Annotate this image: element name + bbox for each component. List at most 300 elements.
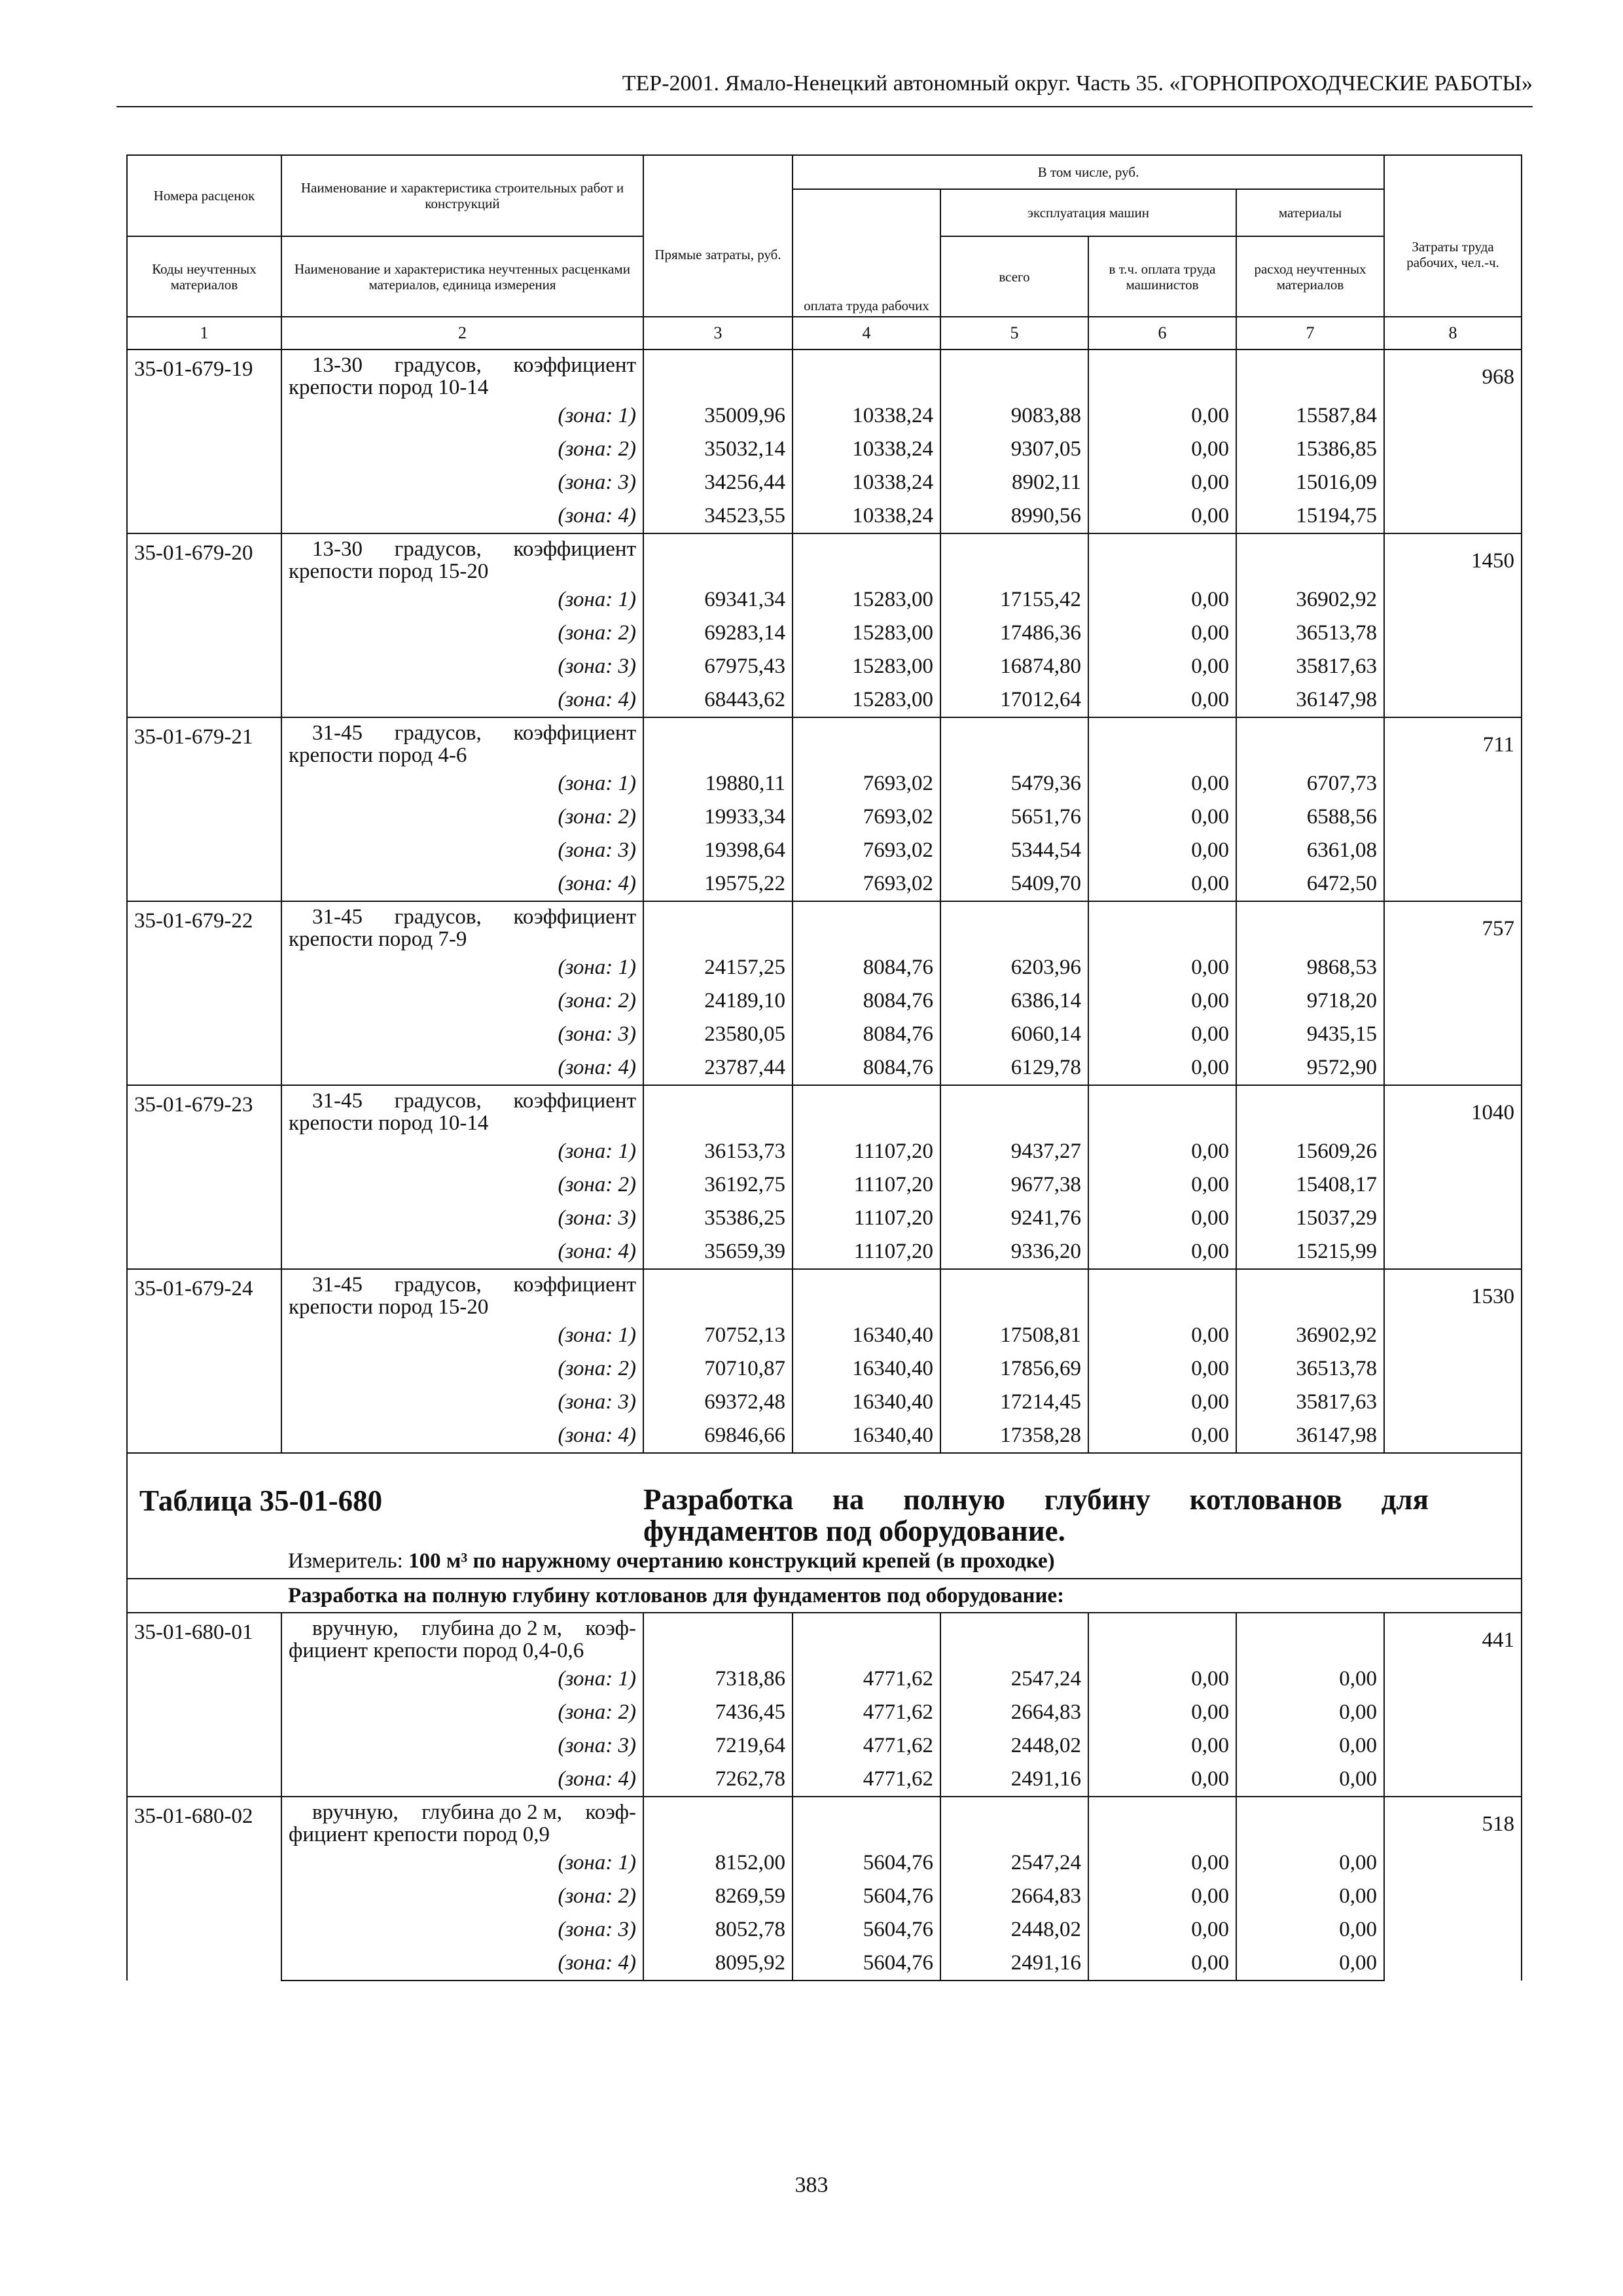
empty-cell bbox=[643, 1797, 793, 1846]
machines-cost: 6060,14 bbox=[940, 1018, 1088, 1051]
direct-cost: 69283,14 bbox=[643, 617, 793, 650]
zone-row bbox=[127, 951, 1522, 984]
col-number-2: 2 bbox=[281, 317, 643, 350]
machinists-cost: 0,00 bbox=[1088, 1352, 1236, 1386]
direct-cost: 35032,14 bbox=[643, 433, 793, 466]
materials-cost: 36147,98 bbox=[1236, 1419, 1384, 1453]
zone-row bbox=[127, 499, 1522, 533]
zone-row bbox=[127, 399, 1522, 433]
rate-row-35-01-679-21 bbox=[127, 717, 1522, 767]
rate-row-35-01-679-24 bbox=[127, 1269, 1522, 1319]
wage-cost: 8084,76 bbox=[793, 1018, 940, 1051]
empty-cell bbox=[643, 533, 793, 583]
machinists-cost: 0,00 bbox=[1088, 683, 1236, 717]
wage-cost: 5604,76 bbox=[793, 1880, 940, 1913]
rate-row-35-01-679-23 bbox=[127, 1085, 1522, 1135]
rate-description bbox=[281, 1613, 643, 1662]
desc-part-a: 31-45 bbox=[312, 1273, 363, 1297]
direct-cost: 34256,44 bbox=[643, 466, 793, 499]
empty-cell bbox=[1088, 1269, 1236, 1319]
zone-label: (зона: 2) bbox=[281, 617, 643, 650]
direct-cost: 68443,62 bbox=[643, 683, 793, 717]
zone-row bbox=[127, 1168, 1522, 1202]
machines-cost: 17856,69 bbox=[940, 1352, 1088, 1386]
desc-line-2: фициент крепости пород 0,9 bbox=[289, 1823, 550, 1846]
table-680-number: Таблица 35-01-680 bbox=[139, 1484, 383, 1517]
empty-cell bbox=[1088, 1613, 1236, 1662]
materials-cost: 15215,99 bbox=[1236, 1235, 1384, 1269]
zone-row bbox=[127, 1202, 1522, 1235]
machines-cost: 9307,05 bbox=[940, 433, 1088, 466]
wage-cost: 16340,40 bbox=[793, 1419, 940, 1453]
direct-cost: 24157,25 bbox=[643, 951, 793, 984]
rate-row-35-01-679-19 bbox=[127, 350, 1522, 399]
col-number-1: 1 bbox=[127, 317, 281, 350]
desc-part-a: вручную, bbox=[312, 1801, 399, 1824]
zone-row bbox=[127, 767, 1522, 800]
col-machines-total-header: всего bbox=[940, 236, 1088, 317]
machinists-cost: 0,00 bbox=[1088, 767, 1236, 800]
machines-cost: 5409,70 bbox=[940, 867, 1088, 901]
materials-cost: 0,00 bbox=[1236, 1913, 1384, 1946]
col-machinists-header: в т.ч. оплата труда машинистов bbox=[1088, 236, 1236, 317]
zone-row bbox=[127, 1729, 1522, 1763]
direct-cost: 8095,92 bbox=[643, 1946, 793, 1981]
direct-cost: 69341,34 bbox=[643, 583, 793, 617]
empty-cell bbox=[793, 1269, 940, 1319]
labor-cost: 1530 bbox=[1384, 1269, 1522, 1453]
empty-cell bbox=[1236, 1085, 1384, 1135]
direct-cost: 35386,25 bbox=[643, 1202, 793, 1235]
zone-label: (зона: 3) bbox=[281, 650, 643, 683]
empty-cell bbox=[1236, 901, 1384, 951]
desc-part-b: глубина до 2 м, bbox=[421, 1801, 563, 1824]
empty-cell bbox=[1088, 533, 1236, 583]
desc-part-c: коэффициент bbox=[513, 905, 636, 929]
empty-cell bbox=[793, 1797, 940, 1846]
col-number-3: 3 bbox=[643, 317, 793, 350]
wage-cost: 15283,00 bbox=[793, 650, 940, 683]
machinists-cost: 0,00 bbox=[1088, 1051, 1236, 1085]
direct-cost: 67975,43 bbox=[643, 650, 793, 683]
wage-cost: 7693,02 bbox=[793, 834, 940, 867]
machinists-cost: 0,00 bbox=[1088, 433, 1236, 466]
desc-part-a: 13-30 bbox=[312, 537, 363, 561]
materials-cost: 15386,85 bbox=[1236, 433, 1384, 466]
zone-row bbox=[127, 1419, 1522, 1453]
materials-cost: 0,00 bbox=[1236, 1662, 1384, 1696]
empty-cell bbox=[1088, 717, 1236, 767]
desc-line-2: крепости пород 10-14 bbox=[289, 1111, 489, 1135]
zone-label: (зона: 3) bbox=[281, 1202, 643, 1235]
direct-cost: 19933,34 bbox=[643, 800, 793, 834]
empty-cell bbox=[643, 1269, 793, 1319]
col-number-5: 5 bbox=[940, 317, 1088, 350]
materials-cost: 36513,78 bbox=[1236, 1352, 1384, 1386]
zone-label: (зона: 4) bbox=[281, 1051, 643, 1085]
empty-cell bbox=[1088, 901, 1236, 951]
zone-label: (зона: 3) bbox=[281, 466, 643, 499]
rate-description bbox=[281, 350, 643, 399]
rate-code: 35-01-679-22 bbox=[127, 901, 281, 1085]
empty-cell bbox=[1236, 1269, 1384, 1319]
direct-cost: 23787,44 bbox=[643, 1051, 793, 1085]
wage-cost: 8084,76 bbox=[793, 951, 940, 984]
materials-cost: 36147,98 bbox=[1236, 683, 1384, 717]
col-name-sub-header: Наименование и характеристика неучтенных расценками материалов, единица измерения bbox=[281, 236, 643, 317]
empty-cell bbox=[940, 717, 1088, 767]
direct-cost: 24189,10 bbox=[643, 984, 793, 1018]
rate-description bbox=[281, 717, 643, 767]
desc-line-2: крепости пород 15-20 bbox=[289, 1295, 489, 1319]
zone-row bbox=[127, 1235, 1522, 1269]
empty-cell bbox=[1088, 350, 1236, 399]
machines-cost: 8902,11 bbox=[940, 466, 1088, 499]
machines-cost: 5651,76 bbox=[940, 800, 1088, 834]
desc-line-2: фициент крепости пород 0,4-0,6 bbox=[289, 1639, 584, 1662]
machinists-cost: 0,00 bbox=[1088, 466, 1236, 499]
materials-cost: 0,00 bbox=[1236, 1880, 1384, 1913]
zone-label: (зона: 1) bbox=[281, 951, 643, 984]
col-number-8: 8 bbox=[1384, 317, 1522, 350]
empty-cell bbox=[940, 1613, 1088, 1662]
rates-body-680 bbox=[127, 1613, 1522, 1981]
wage-cost: 4771,62 bbox=[793, 1729, 940, 1763]
machinists-cost: 0,00 bbox=[1088, 499, 1236, 533]
zone-row bbox=[127, 683, 1522, 717]
materials-cost: 15587,84 bbox=[1236, 399, 1384, 433]
machinists-cost: 0,00 bbox=[1088, 1235, 1236, 1269]
machinists-cost: 0,00 bbox=[1088, 650, 1236, 683]
empty-cell bbox=[1236, 1797, 1384, 1846]
col-number-4: 4 bbox=[793, 317, 940, 350]
rate-code: 35-01-679-21 bbox=[127, 717, 281, 901]
rate-code: 35-01-679-20 bbox=[127, 533, 281, 717]
direct-cost: 8052,78 bbox=[643, 1913, 793, 1946]
materials-cost: 35817,63 bbox=[1236, 650, 1384, 683]
col-direct-header: Прямые затраты, руб. bbox=[643, 155, 793, 317]
machines-cost: 2547,24 bbox=[940, 1662, 1088, 1696]
zone-label: (зона: 1) bbox=[281, 1319, 643, 1352]
empty-cell bbox=[1236, 350, 1384, 399]
zone-label: (зона: 1) bbox=[281, 583, 643, 617]
machines-cost: 16874,80 bbox=[940, 650, 1088, 683]
empty-cell bbox=[793, 717, 940, 767]
col-codes-header: Номера расценок bbox=[127, 155, 281, 236]
zone-label: (зона: 3) bbox=[281, 834, 643, 867]
zone-row bbox=[127, 433, 1522, 466]
wage-cost: 15283,00 bbox=[793, 683, 940, 717]
desc-part-b: градусов, bbox=[394, 537, 482, 561]
table-680-heading bbox=[127, 1453, 1522, 1579]
desc-part-b: градусов, bbox=[394, 1273, 482, 1297]
empty-cell bbox=[1088, 1797, 1236, 1846]
machinists-cost: 0,00 bbox=[1088, 1319, 1236, 1352]
zone-row bbox=[127, 1696, 1522, 1729]
machines-cost: 9241,76 bbox=[940, 1202, 1088, 1235]
col-number-6: 6 bbox=[1088, 317, 1236, 350]
rate-code: 35-01-679-19 bbox=[127, 350, 281, 533]
wage-cost: 8084,76 bbox=[793, 1051, 940, 1085]
unit-label: Измеритель: bbox=[288, 1549, 403, 1573]
zone-label: (зона: 2) bbox=[281, 433, 643, 466]
machines-cost: 17508,81 bbox=[940, 1319, 1088, 1352]
zone-row bbox=[127, 1018, 1522, 1051]
zone-label: (зона: 2) bbox=[281, 800, 643, 834]
machines-cost: 6203,96 bbox=[940, 951, 1088, 984]
machines-cost: 17012,64 bbox=[940, 683, 1088, 717]
wage-cost: 7693,02 bbox=[793, 767, 940, 800]
labor-cost: 757 bbox=[1384, 901, 1522, 1085]
machines-cost: 9437,27 bbox=[940, 1135, 1088, 1168]
direct-cost: 69846,66 bbox=[643, 1419, 793, 1453]
col-machines-header: эксплуатация машин bbox=[940, 189, 1236, 236]
materials-cost: 6707,73 bbox=[1236, 767, 1384, 800]
zone-row bbox=[127, 1386, 1522, 1419]
col-number-7: 7 bbox=[1236, 317, 1384, 350]
rate-description bbox=[281, 1797, 643, 1846]
wage-cost: 11107,20 bbox=[793, 1168, 940, 1202]
machinists-cost: 0,00 bbox=[1088, 399, 1236, 433]
empty-cell bbox=[940, 901, 1088, 951]
zone-row bbox=[127, 1763, 1522, 1797]
zone-label: (зона: 4) bbox=[281, 867, 643, 901]
wage-cost: 10338,24 bbox=[793, 399, 940, 433]
machines-cost: 2547,24 bbox=[940, 1846, 1088, 1880]
desc-part-b: градусов, bbox=[394, 721, 482, 745]
zone-label: (зона: 3) bbox=[281, 1913, 643, 1946]
wage-cost: 7693,02 bbox=[793, 800, 940, 834]
desc-part-c: коэффициент bbox=[513, 537, 636, 561]
col-wage-header: оплата труда рабочих bbox=[793, 295, 940, 317]
zone-label: (зона: 1) bbox=[281, 1662, 643, 1696]
desc-line-2: крепости пород 10-14 bbox=[289, 376, 489, 399]
machinists-cost: 0,00 bbox=[1088, 583, 1236, 617]
zone-row bbox=[127, 650, 1522, 683]
materials-cost: 15194,75 bbox=[1236, 499, 1384, 533]
direct-cost: 23580,05 bbox=[643, 1018, 793, 1051]
machinists-cost: 0,00 bbox=[1088, 1419, 1236, 1453]
zone-label: (зона: 4) bbox=[281, 1946, 643, 1981]
wage-cost: 4771,62 bbox=[793, 1763, 940, 1797]
machines-cost: 9677,38 bbox=[940, 1168, 1088, 1202]
zone-row bbox=[127, 1352, 1522, 1386]
machines-cost: 9336,20 bbox=[940, 1235, 1088, 1269]
direct-cost: 35659,39 bbox=[643, 1235, 793, 1269]
empty-cell bbox=[643, 901, 793, 951]
empty-cell bbox=[643, 717, 793, 767]
empty-cell bbox=[940, 1269, 1088, 1319]
wage-cost: 16340,40 bbox=[793, 1386, 940, 1419]
direct-cost: 69372,48 bbox=[643, 1386, 793, 1419]
labor-cost: 1450 bbox=[1384, 533, 1522, 717]
desc-part-a: вручную, bbox=[312, 1617, 399, 1640]
machinists-cost: 0,00 bbox=[1088, 867, 1236, 901]
zone-label: (зона: 3) bbox=[281, 1386, 643, 1419]
zone-row bbox=[127, 1946, 1522, 1981]
wage-cost: 4771,62 bbox=[793, 1696, 940, 1729]
direct-cost: 8152,00 bbox=[643, 1846, 793, 1880]
rate-row-35-01-679-20 bbox=[127, 533, 1522, 583]
col-labor-header: Затраты труда рабочих, чел.-ч. bbox=[1384, 155, 1522, 317]
desc-part-b: градусов, bbox=[394, 905, 482, 929]
materials-cost: 35817,63 bbox=[1236, 1386, 1384, 1419]
machinists-cost: 0,00 bbox=[1088, 800, 1236, 834]
zone-row bbox=[127, 800, 1522, 834]
wage-cost: 15283,00 bbox=[793, 583, 940, 617]
wage-cost: 10338,24 bbox=[793, 433, 940, 466]
machines-cost: 17486,36 bbox=[940, 617, 1088, 650]
rate-code: 35-01-679-23 bbox=[127, 1085, 281, 1269]
machinists-cost: 0,00 bbox=[1088, 1386, 1236, 1419]
machines-cost: 2491,16 bbox=[940, 1946, 1088, 1981]
zone-label: (зона: 4) bbox=[281, 683, 643, 717]
desc-part-b: градусов, bbox=[394, 1089, 482, 1113]
empty-cell bbox=[1088, 1085, 1236, 1135]
zone-row bbox=[127, 984, 1522, 1018]
zone-row bbox=[127, 617, 1522, 650]
table-680-title: Разработка на полную глубину котлованов для фундаментов под оборудование. bbox=[643, 1483, 1429, 1547]
zone-row bbox=[127, 466, 1522, 499]
empty-cell bbox=[940, 350, 1088, 399]
rate-description bbox=[281, 1085, 643, 1135]
zone-row bbox=[127, 1662, 1522, 1696]
machinists-cost: 0,00 bbox=[1088, 834, 1236, 867]
wage-cost: 10338,24 bbox=[793, 499, 940, 533]
direct-cost: 36153,73 bbox=[643, 1135, 793, 1168]
direct-cost: 35009,96 bbox=[643, 399, 793, 433]
direct-cost: 7318,86 bbox=[643, 1662, 793, 1696]
zone-label: (зона: 1) bbox=[281, 1135, 643, 1168]
table-680-section: Разработка на полную глубину котлованов для фундаментов под оборудование: bbox=[127, 1579, 1522, 1613]
desc-part-b: глубина до 2 м, bbox=[421, 1617, 563, 1640]
materials-cost: 36902,92 bbox=[1236, 583, 1384, 617]
machinists-cost: 0,00 bbox=[1088, 617, 1236, 650]
machinists-cost: 0,00 bbox=[1088, 1729, 1236, 1763]
rate-description bbox=[281, 533, 643, 583]
direct-cost: 7436,45 bbox=[643, 1696, 793, 1729]
wage-cost: 10338,24 bbox=[793, 466, 940, 499]
empty-cell bbox=[1236, 1613, 1384, 1662]
wage-cost: 5604,76 bbox=[793, 1946, 940, 1981]
zone-label: (зона: 1) bbox=[281, 399, 643, 433]
direct-cost: 8269,59 bbox=[643, 1880, 793, 1913]
direct-cost: 36192,75 bbox=[643, 1168, 793, 1202]
col-materials-sub-header: расход неучтенных материалов bbox=[1236, 236, 1384, 317]
direct-cost: 34523,55 bbox=[643, 499, 793, 533]
header-rule bbox=[116, 106, 1533, 107]
zone-row bbox=[127, 867, 1522, 901]
wage-cost: 11107,20 bbox=[793, 1202, 940, 1235]
zone-label: (зона: 1) bbox=[281, 1846, 643, 1880]
running-header: ТЕР-2001. Ямало-Ненецкий автономный округ. Часть 35. «ГОРНОПРОХОДЧЕСКИЕ РАБОТЫ» bbox=[622, 71, 1533, 96]
rates-table bbox=[126, 154, 1522, 1981]
labor-cost: 441 bbox=[1384, 1613, 1522, 1797]
labor-cost: 1040 bbox=[1384, 1085, 1522, 1269]
unit-value: 100 м³ по наружному очертанию конструкций крепей (в проходке) bbox=[408, 1549, 1055, 1573]
zone-row bbox=[127, 1051, 1522, 1085]
col-codes-sub-header: Коды неучтенных материалов bbox=[127, 236, 281, 317]
machines-cost: 5344,54 bbox=[940, 834, 1088, 867]
wage-cost: 11107,20 bbox=[793, 1235, 940, 1269]
machines-cost: 17358,28 bbox=[940, 1419, 1088, 1453]
machinists-cost: 0,00 bbox=[1088, 1946, 1236, 1981]
zone-row bbox=[127, 1846, 1522, 1880]
materials-cost: 36513,78 bbox=[1236, 617, 1384, 650]
materials-cost: 36902,92 bbox=[1236, 1319, 1384, 1352]
empty-cell bbox=[643, 350, 793, 399]
machines-cost: 9083,88 bbox=[940, 399, 1088, 433]
wage-cost: 5604,76 bbox=[793, 1846, 940, 1880]
zone-row bbox=[127, 1880, 1522, 1913]
materials-cost: 0,00 bbox=[1236, 1729, 1384, 1763]
machines-cost: 2664,83 bbox=[940, 1696, 1088, 1729]
machines-cost: 6129,78 bbox=[940, 1051, 1088, 1085]
materials-cost: 9718,20 bbox=[1236, 984, 1384, 1018]
wage-cost: 7693,02 bbox=[793, 867, 940, 901]
machinists-cost: 0,00 bbox=[1088, 1846, 1236, 1880]
desc-part-a: 31-45 bbox=[312, 1089, 363, 1113]
desc-part-a: 13-30 bbox=[312, 353, 363, 377]
materials-cost: 0,00 bbox=[1236, 1763, 1384, 1797]
materials-cost: 9868,53 bbox=[1236, 951, 1384, 984]
zone-label: (зона: 2) bbox=[281, 1696, 643, 1729]
machinists-cost: 0,00 bbox=[1088, 1880, 1236, 1913]
zone-label: (зона: 3) bbox=[281, 1729, 643, 1763]
machines-cost: 5479,36 bbox=[940, 767, 1088, 800]
machinists-cost: 0,00 bbox=[1088, 1135, 1236, 1168]
wage-cost: 8084,76 bbox=[793, 984, 940, 1018]
rate-description bbox=[281, 901, 643, 951]
machines-cost: 2664,83 bbox=[940, 1880, 1088, 1913]
machinists-cost: 0,00 bbox=[1088, 1662, 1236, 1696]
materials-cost: 0,00 bbox=[1236, 1846, 1384, 1880]
rate-description bbox=[281, 1269, 643, 1319]
rate-code: 35-01-680-01 bbox=[127, 1613, 281, 1797]
zone-label: (зона: 4) bbox=[281, 1763, 643, 1797]
wage-cost: 15283,00 bbox=[793, 617, 940, 650]
materials-cost: 6588,56 bbox=[1236, 800, 1384, 834]
machines-cost: 2448,02 bbox=[940, 1729, 1088, 1763]
empty-cell bbox=[643, 1085, 793, 1135]
rate-code: 35-01-679-24 bbox=[127, 1269, 281, 1453]
materials-cost: 15408,17 bbox=[1236, 1168, 1384, 1202]
materials-cost: 9435,15 bbox=[1236, 1018, 1384, 1051]
direct-cost: 70710,87 bbox=[643, 1352, 793, 1386]
desc-part-c: коэффициент bbox=[513, 1089, 636, 1113]
machines-cost: 8990,56 bbox=[940, 499, 1088, 533]
machinists-cost: 0,00 bbox=[1088, 984, 1236, 1018]
wage-cost: 16340,40 bbox=[793, 1352, 940, 1386]
empty-cell bbox=[793, 1613, 940, 1662]
direct-cost: 7262,78 bbox=[643, 1763, 793, 1797]
desc-part-c: коэф- bbox=[585, 1801, 636, 1824]
desc-part-a: 31-45 bbox=[312, 905, 363, 929]
machinists-cost: 0,00 bbox=[1088, 1913, 1236, 1946]
empty-cell bbox=[793, 901, 940, 951]
machinists-cost: 0,00 bbox=[1088, 1018, 1236, 1051]
zone-row bbox=[127, 1135, 1522, 1168]
machines-cost: 2448,02 bbox=[940, 1913, 1088, 1946]
labor-cost: 711 bbox=[1384, 717, 1522, 901]
direct-cost: 19880,11 bbox=[643, 767, 793, 800]
zone-row bbox=[127, 583, 1522, 617]
desc-part-b: градусов, bbox=[394, 353, 482, 377]
zone-row bbox=[127, 834, 1522, 867]
empty-cell bbox=[793, 350, 940, 399]
col-wage-header-top bbox=[793, 189, 940, 295]
col-materials-header: материалы bbox=[1236, 189, 1384, 236]
